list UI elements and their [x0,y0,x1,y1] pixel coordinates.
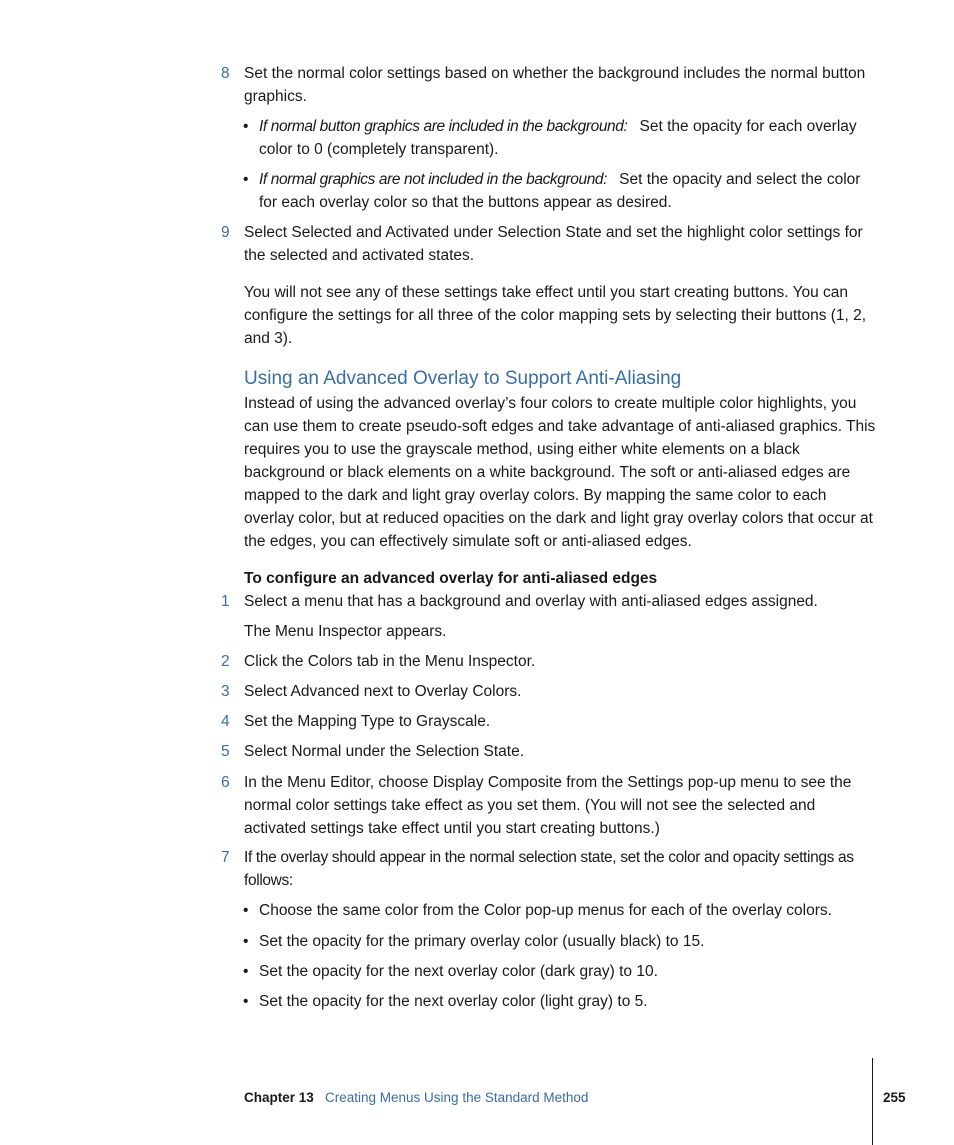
step-number: 7 [221,849,230,866]
step-text: Select Normal under the Selection State. [244,743,525,760]
task-title: To configure an advanced overlay for anti-aliased edges [244,570,658,587]
step-text: Set the normal color settings based on whether the background includes the normal button graphics. [244,65,866,105]
footer-chapter: Chapter 13 [244,1090,314,1105]
page-number: 255 [883,1090,906,1105]
step-number: 9 [221,224,230,241]
step-text: Select a menu that has a background and overlay with anti-aliased edges assigned. [244,593,818,610]
step-number: 1 [221,593,230,610]
note-paragraph: You will not see any of these settings take effect until you start creating buttons. You can configure the settings for all three of the color mapping sets by selecting their buttons (1, 2, and 3). [244,284,867,347]
task-step-7 [221,846,876,892]
step-number: 6 [221,774,230,791]
bullet-marker: • [243,933,249,950]
bullet-marker: • [243,963,249,980]
bullet-lead: If normal graphics are not included in the background: [259,171,615,188]
task-step-4 [221,710,876,733]
step-text: In the Menu Editor, choose Display Composite from the Settings pop-up menu to see the normal color settings take effect as you set them. (You will not see the selected and activated settings take effect until you start creating buttons.) [244,774,852,837]
bullet-item [243,960,879,983]
bullet-marker: • [243,902,249,919]
bullet-text: Set the opacity and select the color for each overlay color so that the buttons appear as desired. [259,171,861,211]
bullet-lead: If normal button graphics are included in the background: [259,118,636,135]
bullet-text: Set the opacity for the next overlay color (dark gray) to 10. [259,963,658,980]
step-number: 8 [221,65,230,82]
bullet-marker: • [243,118,249,135]
step-text: Set the Mapping Type to Grayscale. [244,713,491,730]
task-step-5 [221,740,876,763]
step-text: Select Selected and Activated under Selection State and set the highlight color settings for the selected and activated states. [244,224,863,264]
step-8 [221,62,876,108]
footer-chapter-title[interactable]: Creating Menus Using the Standard Method [325,1090,589,1105]
bullet-item [243,168,879,214]
step-text: Click the Colors tab in the Menu Inspector. [244,653,536,670]
step-9 [221,221,876,267]
bullet-marker: • [243,171,249,188]
bullet-item [243,930,879,953]
task-step-1 [221,590,876,613]
task-step-6 [221,771,876,840]
bullet-item [243,990,879,1013]
bullet-text: Set the opacity for the next overlay color (light gray) to 5. [259,993,648,1010]
bullet-text: Set the opacity for each overlay color to 0 (completely transparent). [259,118,857,158]
step-number: 4 [221,713,230,730]
step-number: 5 [221,743,230,760]
bullet-item [243,899,879,922]
step-text: If the overlay should appear in the normal selection state, set the color and opacity settings as follows: [244,849,854,889]
bullet-item [243,115,879,161]
task-step-3 [221,680,876,703]
bullet-marker: • [243,993,249,1010]
footer-divider [872,1058,873,1145]
section-body: Instead of using the advanced overlay’s four colors to create multiple color highlights, you can use them to create pseudo-soft edges and take advantage of anti-aliased graphics. This requires you to use the grayscale method, using either white elements on a black background or black elements on a white background. The soft or anti-aliased edges are mapped to the dark and light gray overlay colors. By mapping the same color to each overlay color, but at reduced opacities on the dark and light gray overlay colors that occur at the edges, you can effectively simulate soft or anti-aliased edges. [244,395,876,550]
step-number: 3 [221,683,230,700]
bullet-text: Set the opacity for the primary overlay color (usually black) to 15. [259,933,705,950]
task-step-2 [221,650,876,673]
section-heading: Using an Advanced Overlay to Support Anti-Aliasing [244,368,682,389]
step-number: 2 [221,653,230,670]
step-result: The Menu Inspector appears. [244,623,447,640]
step-text: Select Advanced next to Overlay Colors. [244,683,522,700]
bullet-text: Choose the same color from the Color pop-up menus for each of the overlay colors. [259,902,832,919]
